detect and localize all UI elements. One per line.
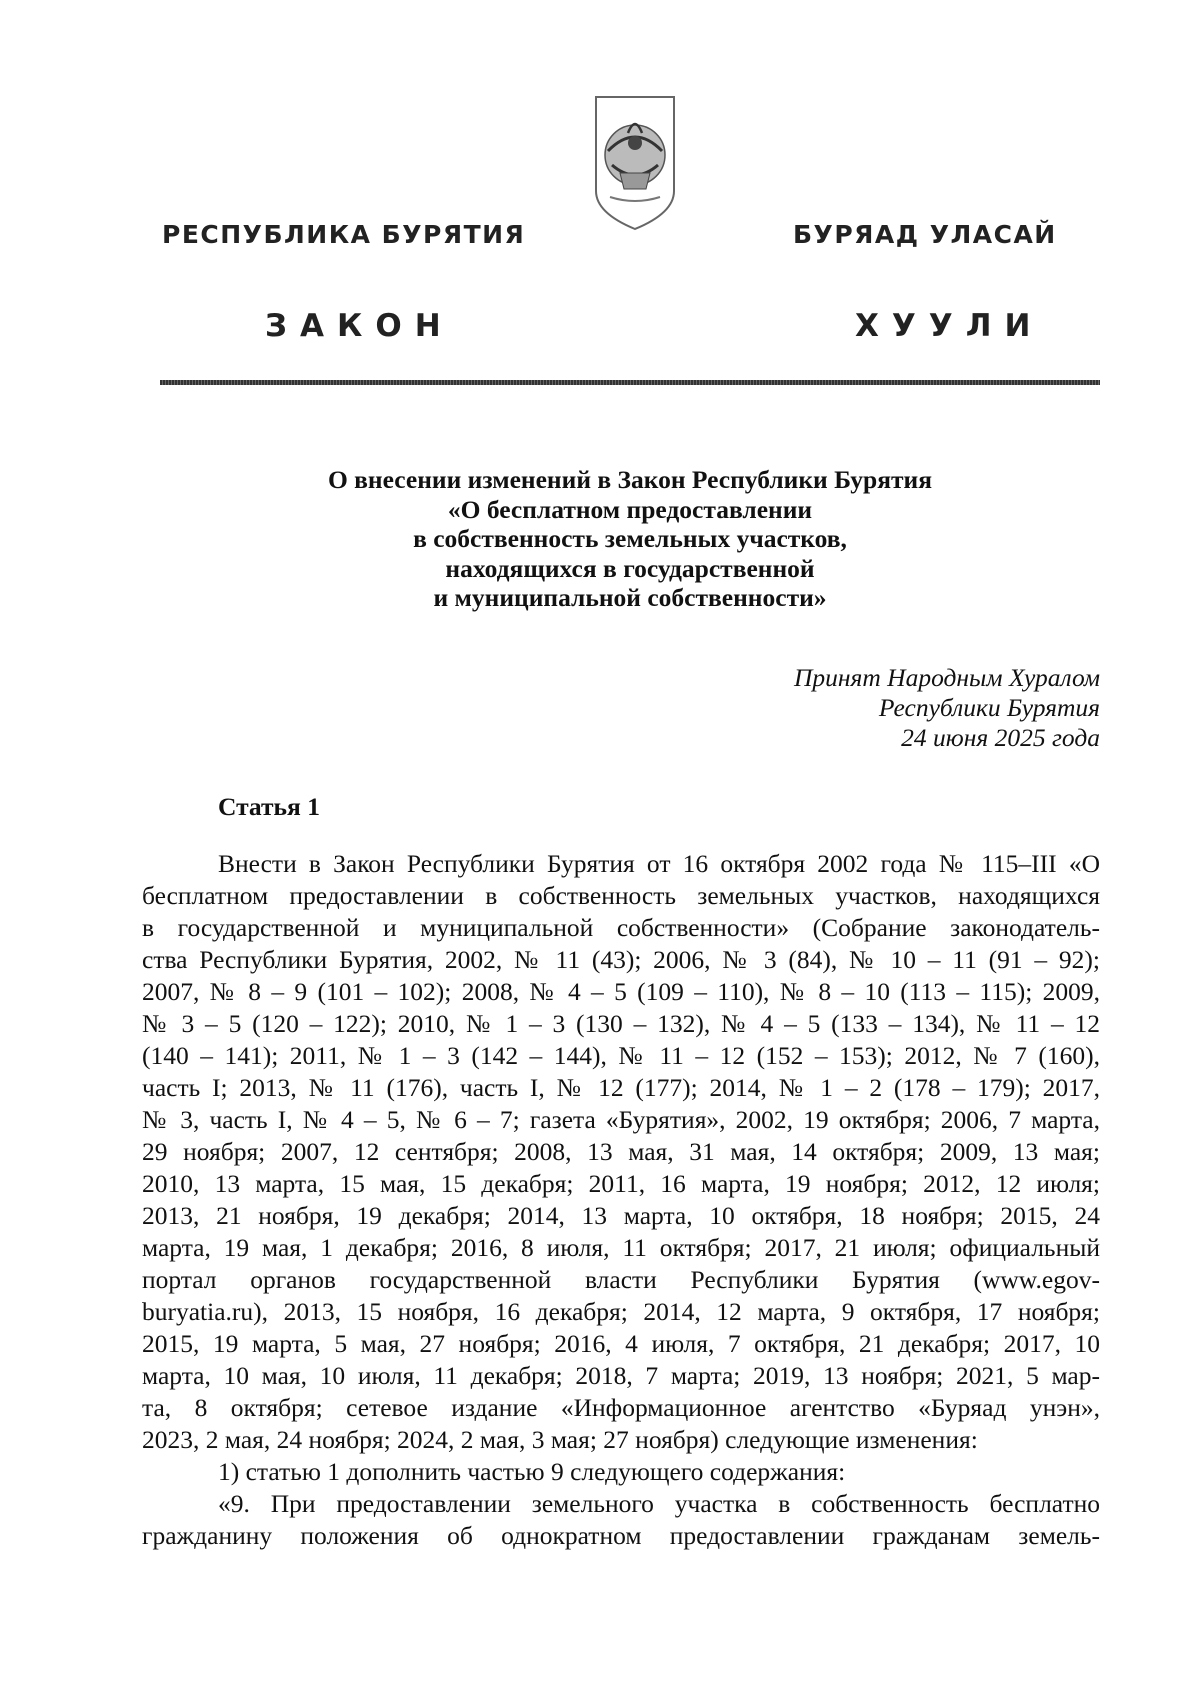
body-line: 2015, 19 марта, 5 мая, 27 ноября; 2016, 4 июля, 7 октября, 21 декабря; 2017, 10 bbox=[142, 1329, 1100, 1358]
body-line: Внести в Закон Республики Бурятия от 16 октября 2002 года № 115–III «О bbox=[218, 849, 1100, 878]
body-line: 29 ноября; 2007, 12 сентября; 2008, 13 мая, 31 мая, 14 октября; 2009, 13 мая; bbox=[142, 1137, 1100, 1166]
document-type-russian: ЗАКОН bbox=[265, 308, 454, 344]
body-line: 2023, 2 мая, 24 ноября; 2024, 2 мая, 3 мая; 27 ноября) следующие изменения: bbox=[142, 1425, 978, 1454]
adoption-note bbox=[794, 663, 1100, 753]
body-line: 2010, 13 марта, 15 мая, 15 декабря; 2011, 16 марта, 19 ноября; 2012, 12 июля; bbox=[142, 1169, 1100, 1198]
law-title-line: в собственность земельных участков, bbox=[413, 524, 847, 553]
coat-of-arms-icon bbox=[590, 93, 680, 233]
body-line: 2007, № 8 – 9 (101 – 102); 2008, № 4 – 5 (109 – 110), № 8 – 10 (113 – 115); 2009, bbox=[142, 977, 1100, 1006]
body-line: 1) статью 1 дополнить частью 9 следующего содержания: bbox=[218, 1457, 846, 1486]
body-line: часть I; 2013, № 11 (176), часть I, № 12 (177); 2014, № 1 – 2 (178 – 179); 2017, bbox=[142, 1073, 1100, 1102]
adoption-note-line: Принят Народным Хуралом bbox=[793, 663, 1100, 692]
adoption-note-line: Республики Бурятия bbox=[878, 693, 1100, 722]
body-line: (140 – 141); 2011, № 1 – 3 (142 – 144), № 11 – 12 (152 – 153); 2012, № 7 (160), bbox=[142, 1041, 1100, 1070]
body-line: «9. При предоставлении земельного участка в собственность бесплатно bbox=[218, 1489, 1100, 1518]
body-line: № 3, часть I, № 4 – 5, № 6 – 7; газета «Бурятия», 2002, 19 октября; 2006, 7 марта, bbox=[142, 1105, 1100, 1134]
body-line: № 3 – 5 (120 – 122); 2010, № 1 – 3 (130 – 132), № 4 – 5 (133 – 134), № 11 – 12 bbox=[142, 1009, 1100, 1038]
adoption-note-date: 24 июня 2025 года bbox=[901, 723, 1100, 752]
body-line: портал органов государственной власти Республики Бурятия (www.egov- bbox=[142, 1265, 1100, 1294]
law-title-line: и муниципальной собственности» bbox=[433, 583, 827, 612]
body-line: бесплатном предоставлении в собственность земельных участков, находящихся bbox=[142, 881, 1100, 910]
body-line: ства Республики Бурятия, 2002, № 11 (43); 2006, № 3 (84), № 10 – 11 (91 – 92); bbox=[142, 945, 1100, 974]
header-divider bbox=[160, 380, 1100, 385]
body-line: марта, 19 мая, 1 декабря; 2016, 8 июля, 11 октября; 2017, 21 июля; официальный bbox=[142, 1233, 1100, 1262]
body-line: марта, 10 мая, 10 июля, 11 декабря; 2018, 7 марта; 2019, 13 ноября; 2021, 5 мар- bbox=[142, 1361, 1100, 1390]
body-line: та, 8 октября; сетевое издание «Информационное агентство «Буряад унэн», bbox=[142, 1393, 1100, 1422]
body-line: в государственной и муниципальной собственности» (Собрание законодатель- bbox=[142, 913, 1100, 942]
article-heading: Статья 1 bbox=[218, 792, 320, 821]
law-title-line: находящихся в государственной bbox=[445, 553, 815, 583]
document-type-buryat: ХУУЛИ bbox=[855, 308, 1044, 344]
body-line: гражданину положения об однократном предоставлении гражданам земель- bbox=[142, 1521, 1100, 1550]
republic-name-buryat: БУРЯАД УЛАСАЙ bbox=[793, 220, 1057, 249]
law-title bbox=[160, 465, 1100, 613]
law-title-line: О внесении изменений в Закон Республики Бурятия bbox=[327, 465, 933, 494]
law-title-line: «О бесплатном предоставлении bbox=[447, 494, 813, 524]
article-body bbox=[142, 848, 1100, 1552]
body-line: buryatia.ru), 2013, 15 ноября, 16 декабря; 2014, 12 марта, 9 октября, 17 ноября; bbox=[142, 1297, 1100, 1326]
republic-name-russian: РЕСПУБЛИКА БУРЯТИЯ bbox=[162, 220, 526, 249]
body-line: 2013, 21 ноября, 19 декабря; 2014, 13 марта, 10 октября, 18 ноября; 2015, 24 bbox=[142, 1201, 1100, 1230]
